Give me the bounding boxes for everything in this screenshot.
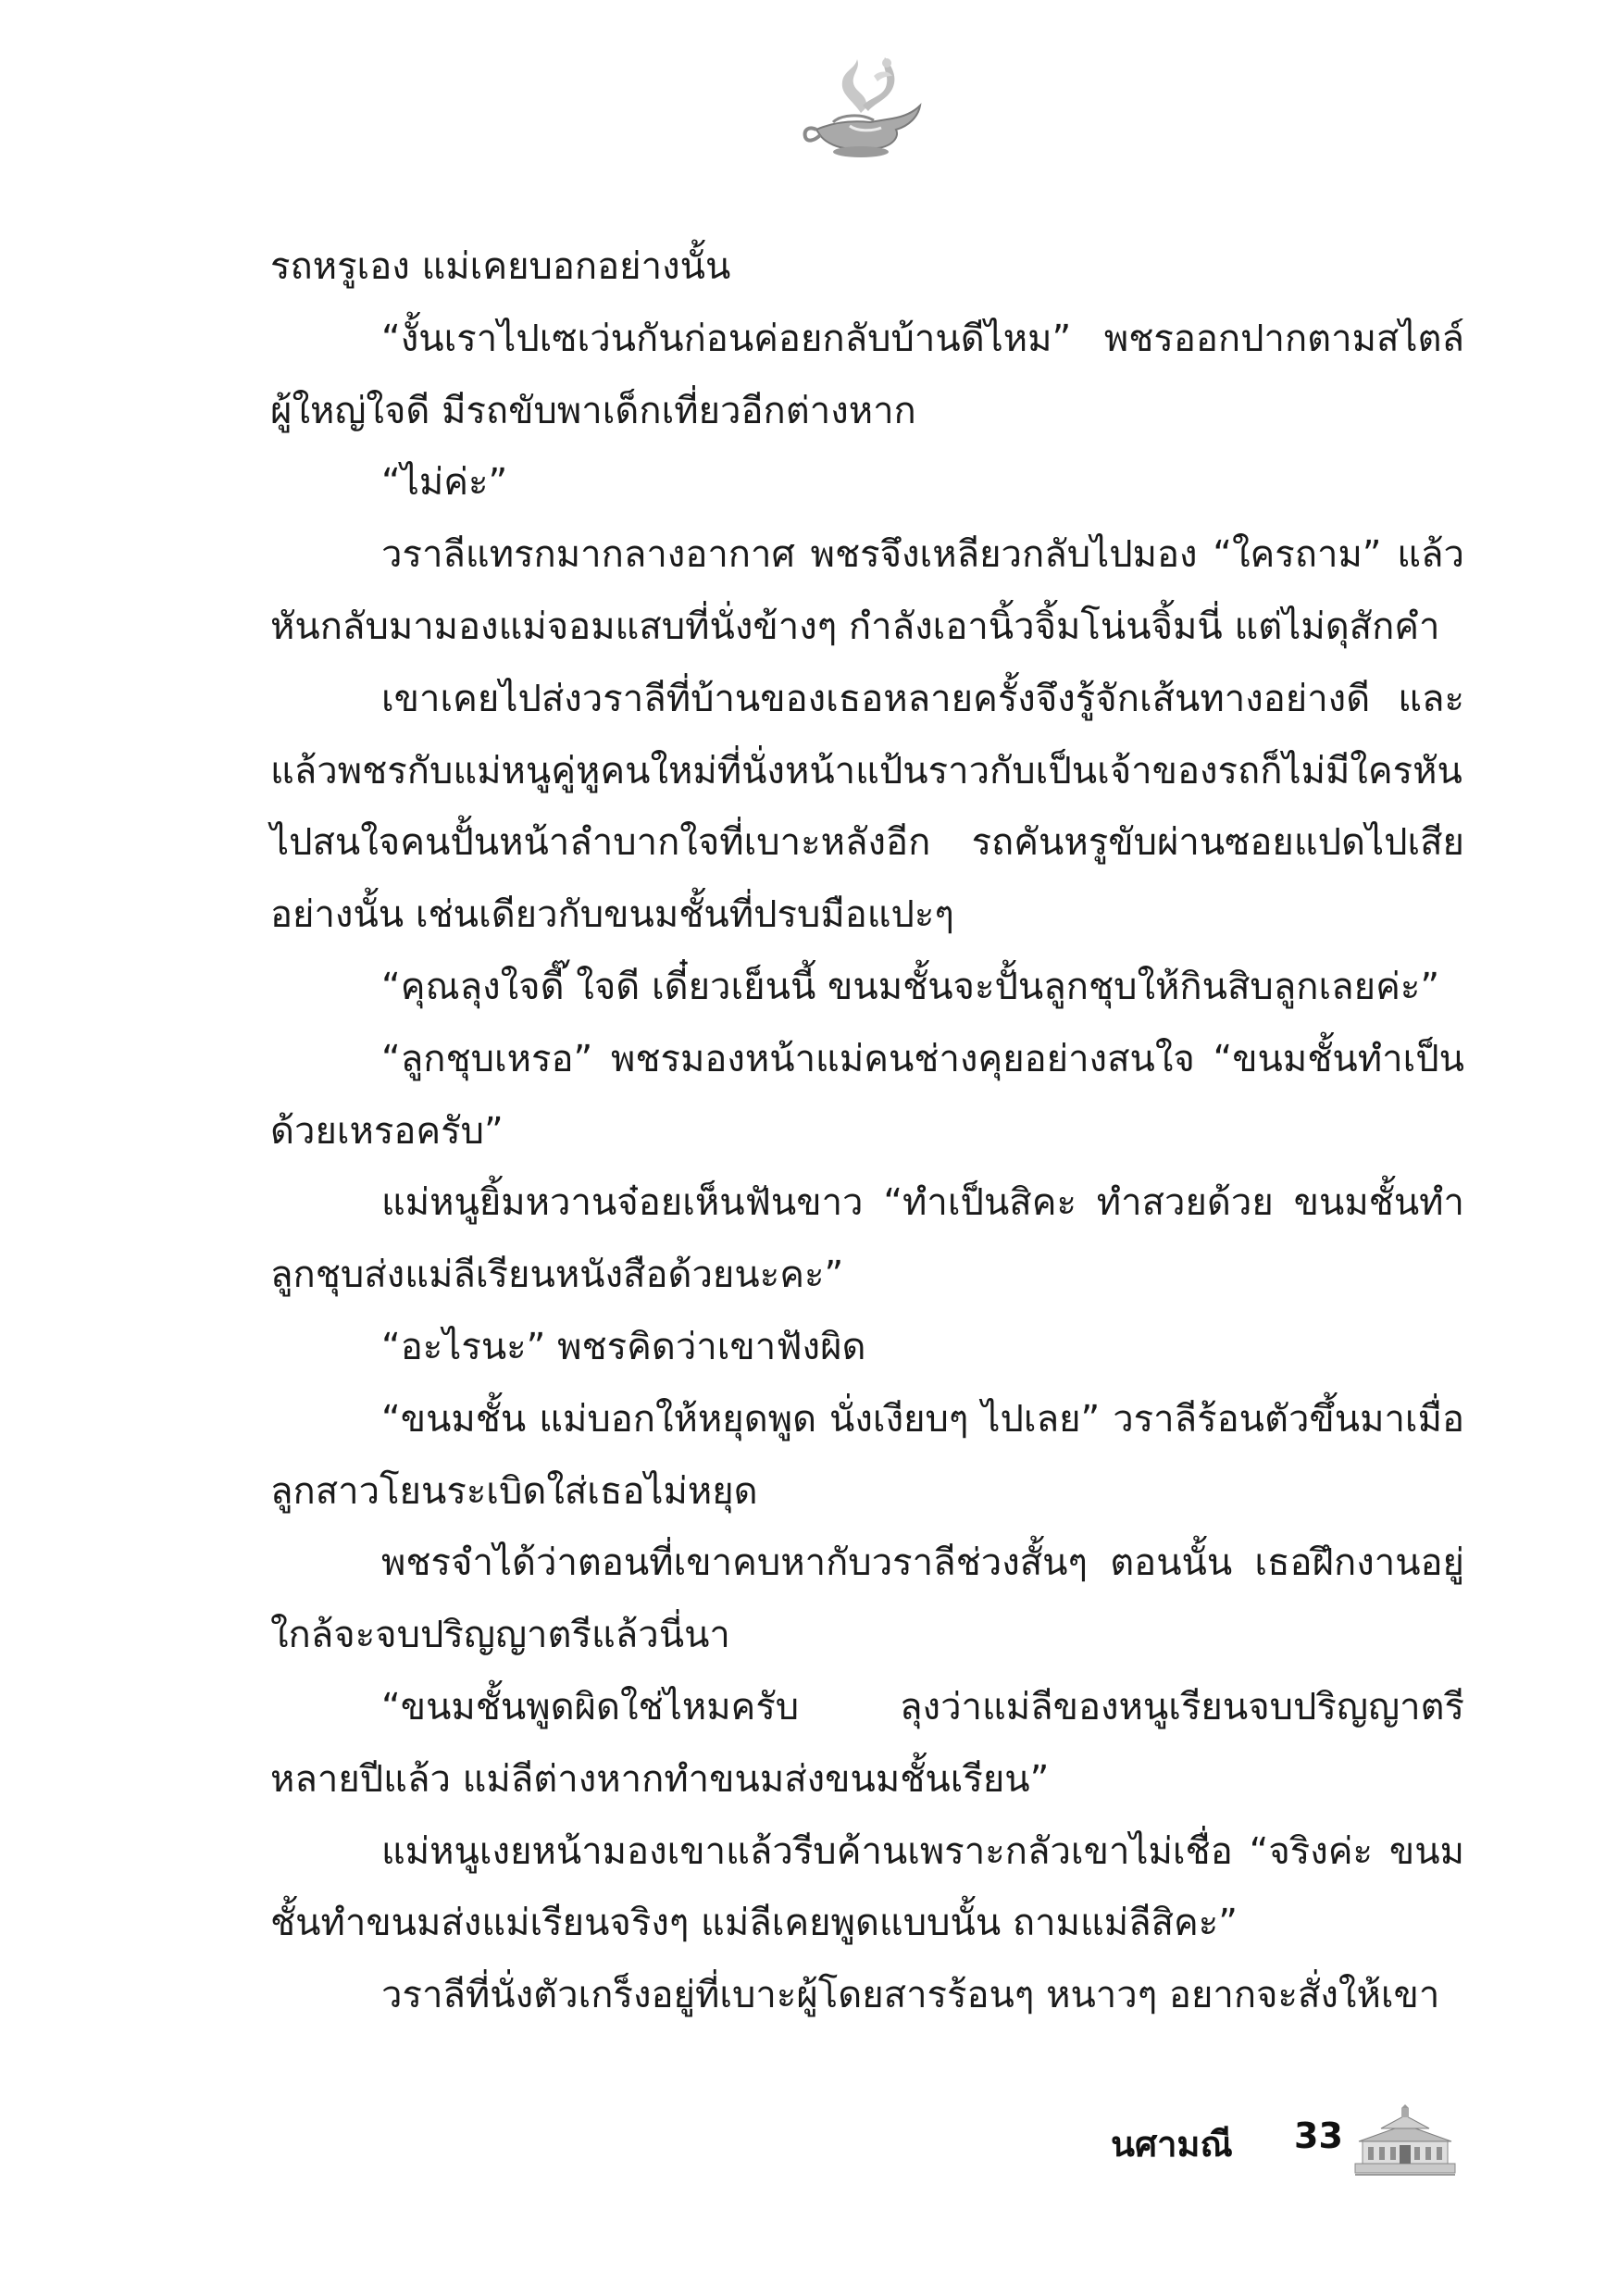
paragraph-5: เขาเคยไปส่งวราลีที่บ้านของเธอหลายครั้งจึงรู้จักเส้นทางอย่างดี และแล้วพชรกับแม่หนูคู่หูคนใหม่ที่นั่งหน้าแป้นราวกับเป็นเจ้าของรถก็ไม่มีใครหันไปสนใจคนปั้นหน้าลำบากใจที่เบาะหลังอีก รถคันหรูขับผ่านซอยแปดไปเสียอย่างนั้น เช่นเดียวกับขนมชั้นที่ปรบมือแปะๆ (270, 677, 1464, 937)
body-text (270, 231, 1464, 2032)
paragraph-9: “อะไรนะ” พชรคิดว่าเขาฟังผิด (381, 1325, 866, 1368)
paragraph-8: แม่หนูยิ้มหวานจ๋อยเห็นฟันขาว “ทำเป็นสิคะ ทำสวยด้วย ขนมชั้นทำลูกชุบส่งแม่ลีเรียนหนังสือด้วยนะคะ” (270, 1181, 1464, 1297)
paragraph-1: รถหรูเอง แม่เคยบอกอย่างนั้น (270, 245, 731, 288)
paragraph-13: แม่หนูเงยหน้ามองเขาแล้วรีบค้านเพราะกลัวเขาไม่เชื่อ “จริงค่ะ ขนมชั้นทำขนมส่งแม่เรียนจริงๆ แม่ลีเคยพูดแบบนั้น ถามแม่ลีสิคะ” (270, 1829, 1464, 1945)
genie-lamp-icon (796, 48, 926, 168)
page-footer (1092, 2097, 1462, 2190)
paragraph-6: “คุณลุงใจดี๊ ใจดี เดี๋ยวเย็นนี้ ขนมชั้นจะปั้นลูกชุบให้กินสิบลูกเลยค่ะ” (381, 965, 1440, 1008)
paragraph-12: “ขนมชั้นพูดผิดใช่ไหมครับ ลุงว่าแม่ลีของหนูเรียนจบปริญญาตรีหลายปีแล้ว แม่ลีต่างหากทำขนมส่งขนมชั้นเรียน” (270, 1685, 1464, 1801)
palace-icon (1353, 2104, 1457, 2177)
book-title: นศามณี (1111, 2124, 1233, 2165)
paragraph-2: “งั้นเราไปเซเว่นกันก่อนค่อยกลับบ้านดีไหม” พชรออกปากตามสไตล์ผู้ใหญ่ใจดี มีรถขับพาเด็กเที่ยวอีกต่างหาก (270, 317, 1464, 432)
paragraph-10: “ขนมชั้น แม่บอกให้หยุดพูด นั่งเงียบๆ ไปเลย” วราลีร้อนตัวขึ้นมาเมื่อลูกสาวโยนระเบิดใส่เธอไม่หยุด (270, 1397, 1464, 1513)
paragraph-14: วราลีที่นั่งตัวเกร็งอยู่ที่เบาะผู้โดยสารร้อนๆ หนาวๆ อยากจะสั่งให้เขา (381, 1974, 1440, 2017)
paragraph-4: วราลีแทรกมากลางอากาศ พชรจึงเหลียวกลับไปมอง “ใครถาม” แล้วหันกลับมามองแม่จอมแสบที่นั่งข้างๆ กำลังเอานิ้วจิ้มโน่นจิ้มนี่ แต่ไม่ดุสักคำ (270, 533, 1464, 648)
paragraph-11: พชรจำได้ว่าตอนที่เขาคบหากับวราลีช่วงสั้นๆ ตอนนั้น เธอฝึกงานอยู่ใกล้จะจบปริญญาตรีแล้วนี่นา (270, 1541, 1464, 1657)
paragraph-7: “ลูกชุบเหรอ” พชรมองหน้าแม่คนช่างคุยอย่างสนใจ “ขนมชั้นทำเป็นด้วยเหรอครับ” (270, 1037, 1464, 1153)
paragraph-3: “ไม่ค่ะ” (381, 461, 508, 505)
page-number: 33 (1294, 2115, 1343, 2156)
